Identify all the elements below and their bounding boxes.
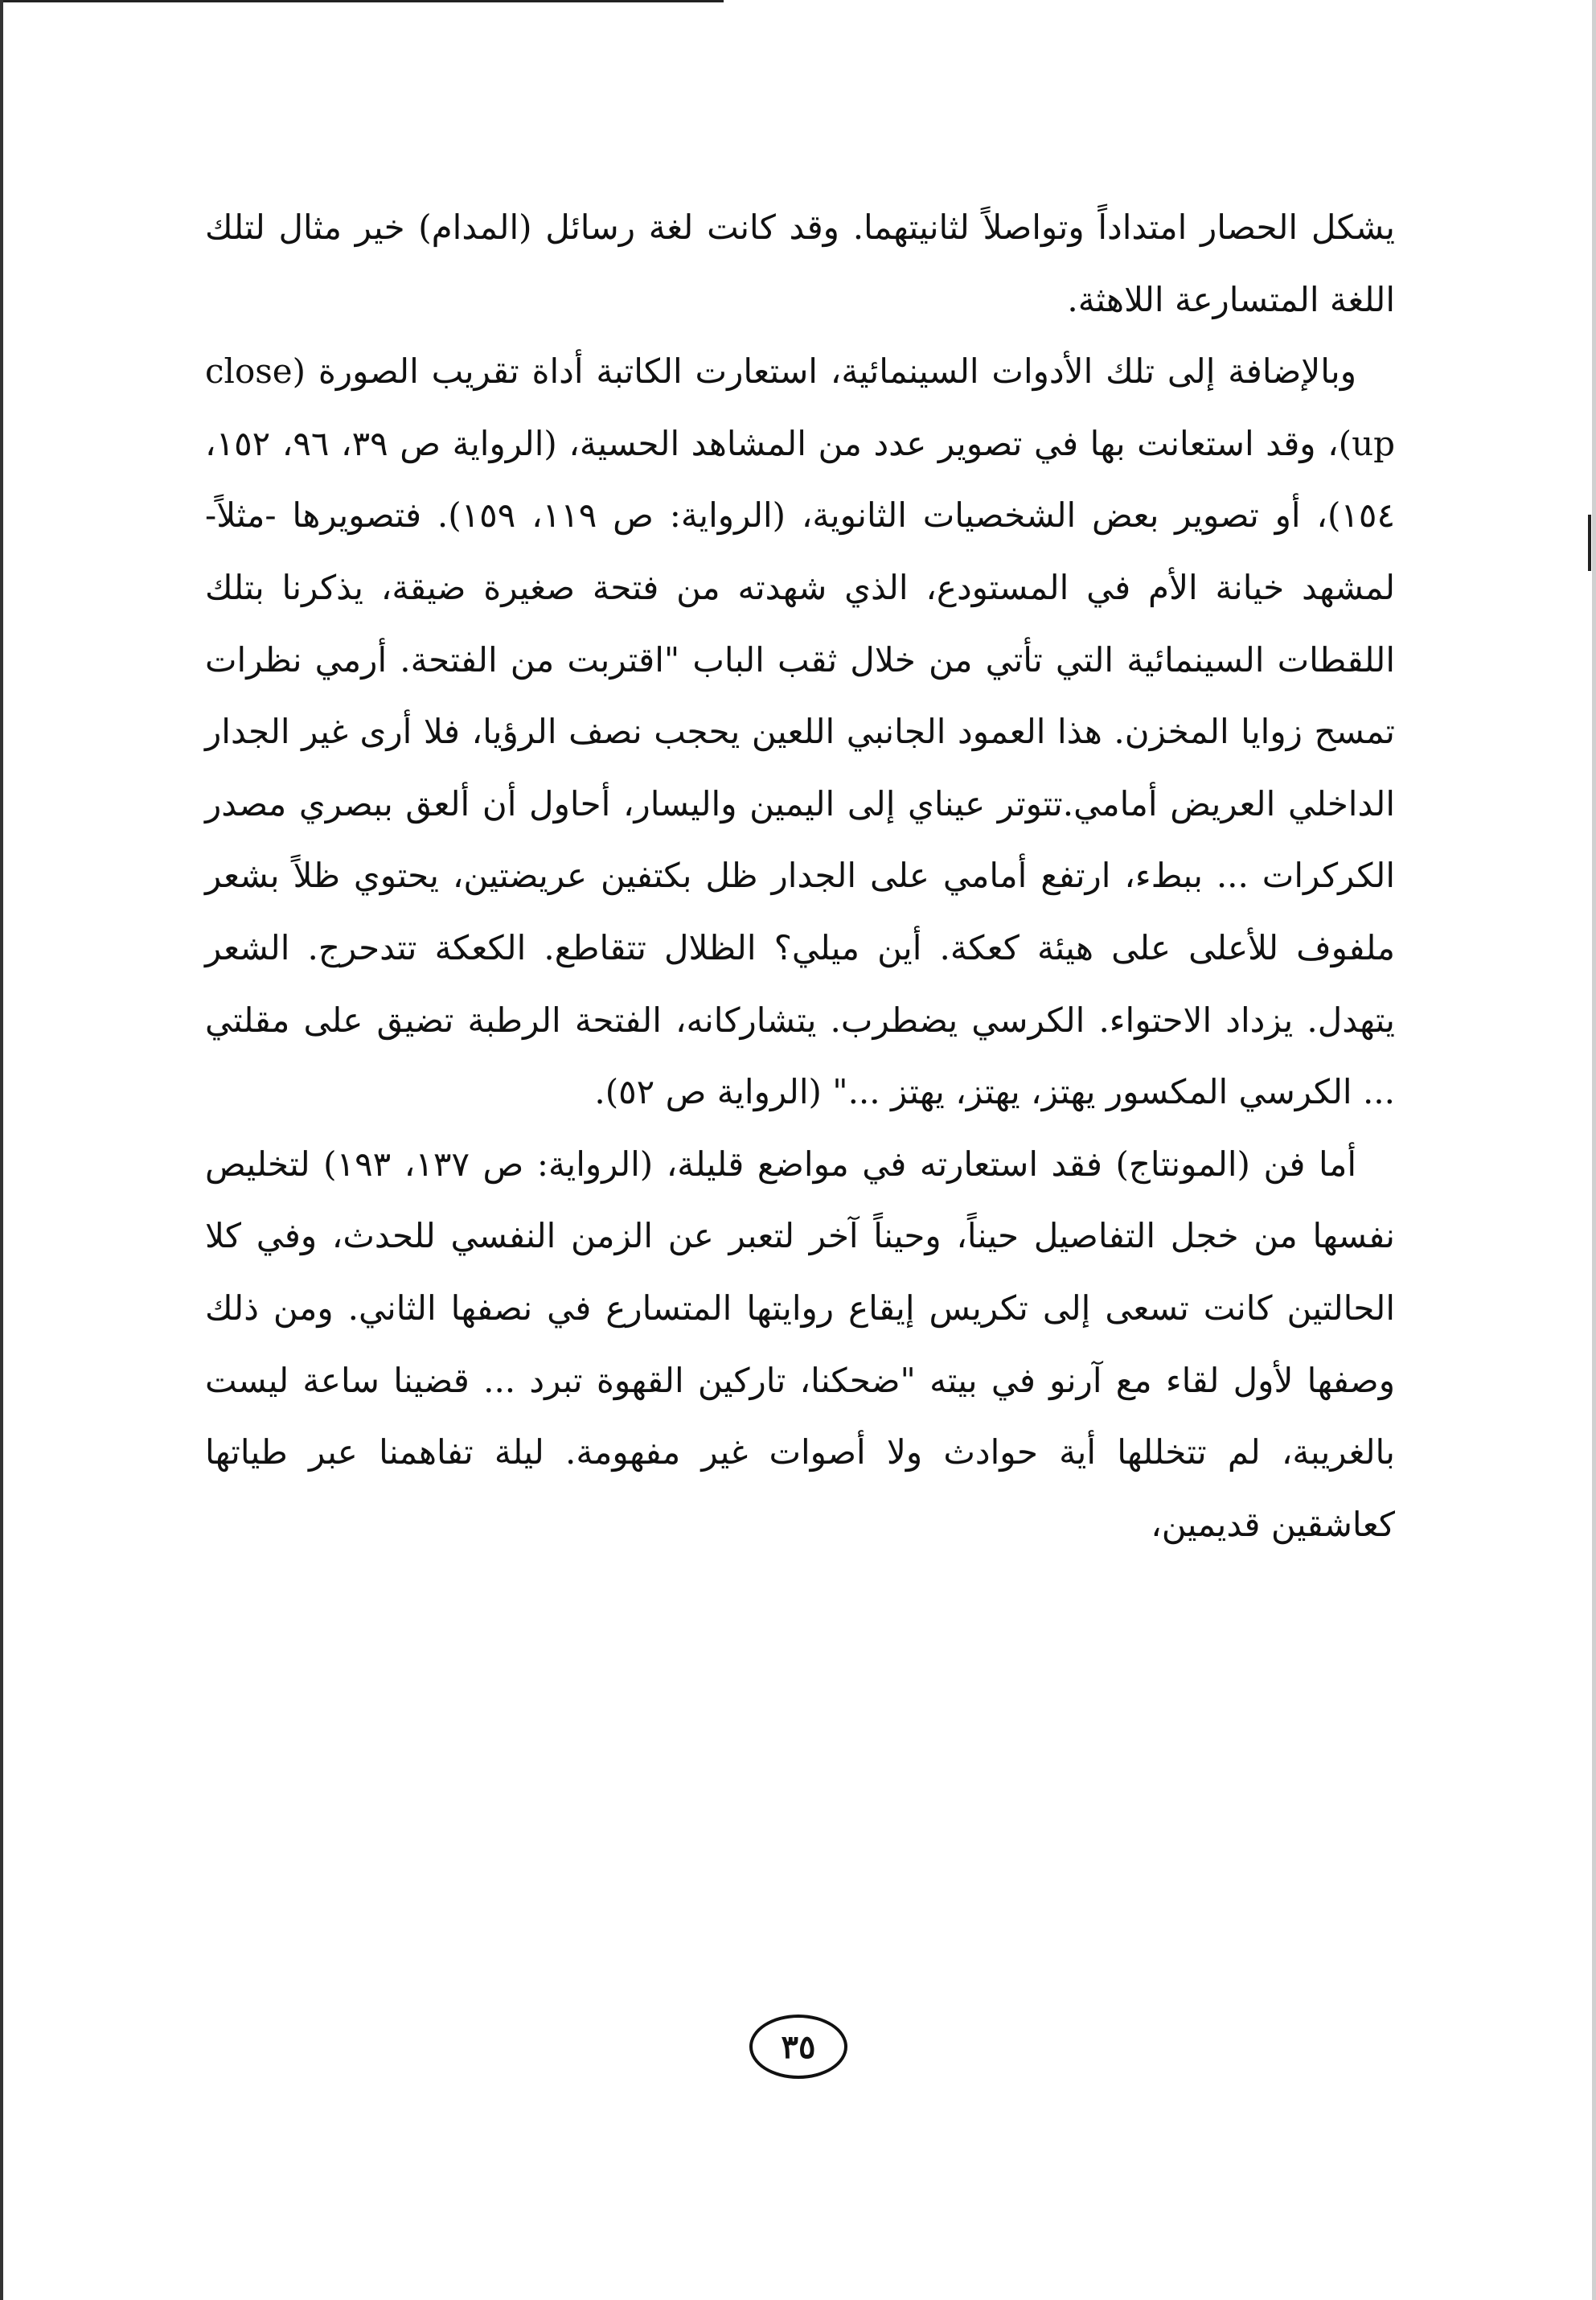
- right-edge-binding-mark: [1588, 515, 1591, 571]
- page-number: ٣٥: [781, 2027, 816, 2066]
- left-page-edge: [0, 0, 3, 2300]
- paragraph-3: أما فن (المونتاج) فقد استعارته في مواضع قليلة، (الرواية: ص ١٣٧، ١٩٣) لتخليص نفسها من خجل التفاصيل حيناً، وحيناً آخر لتعبر عن الزمن النفسي للحدث، وفي كلا الحالتين كانت تسعى إلى تكريس إيقاع روايتها المتسارع في نصفها الثاني. ومن ذلك وصفها لأول لقاء مع آرنو في بيته "ضحكنا، تاركين القهوة تبرد ... قضينا ساعة ليست بالغريبة، لم تتخللها أية حوادث ولا أصوات غير مفهومة. ليلة تفاهمنا عبر طياتها كعاشقين قديمين،: [205, 1144, 1396, 1544]
- body-text: [205, 191, 1395, 1560]
- right-page-edge: [1592, 0, 1596, 2300]
- page-number-badge: [749, 2015, 847, 2079]
- paragraph-2: وبالإضافة إلى تلك الأدوات السينمائية، استعارت الكاتبة أداة تقريب الصورة (close up)، وقد استعانت بها في تصوير عدد من المشاهد الحسية، (الرواية ص ٣٩، ٩٦، ١٥٢، ١٥٤)، أو تصوير بعض الشخصيات الثانوية، (الرواية: ص ١١٩، ١٥٩). فتصويرها -مثلاً- لمشهد خيانة الأم في المستودع، الذي شهدته من فتحة صغيرة ضيقة، يذكرنا بتلك اللقطات السينمائية التي تأتي من خلال ثقب الباب "اقتربت من الفتحة. أرمي نظرات تمسح زوايا المخزن. هذا العمود الجانبي اللعين يحجب نصف الرؤيا، فلا أرى غير الجدار الداخلي العريض أمامي.تتوتر عيناي إلى اليمين واليسار، أحاول أن ألعق ببصري مصدر الكركرات ... ببطء، ارتفع أمامي على الجدار ظل بكتفين عريضتين، يحتوي ظلاً بشعر ملفوف للأعلى على هيئة كعكة. أين ميلي؟ الظلال تتقاطع. الكعكة تتدحرج. الشعر يتهدل. يزداد الاحتواء. الكرسي يضطرب. يتشاركانه، الفتحة الرطبة تضيق على مقلتي ... الكرسي المكسور يهتز، يهتز، يهتز ..." (الرواية ص ٥٢).: [205, 351, 1396, 1112]
- top-scan-rule: [0, 0, 724, 2]
- paragraph-1: يشكل الحصار امتداداً وتواصلاً لثانيتهما. وقد كانت لغة رسائل (المدام) خير مثال لتلك اللغة المتسارعة اللاهثة.: [205, 207, 1395, 319]
